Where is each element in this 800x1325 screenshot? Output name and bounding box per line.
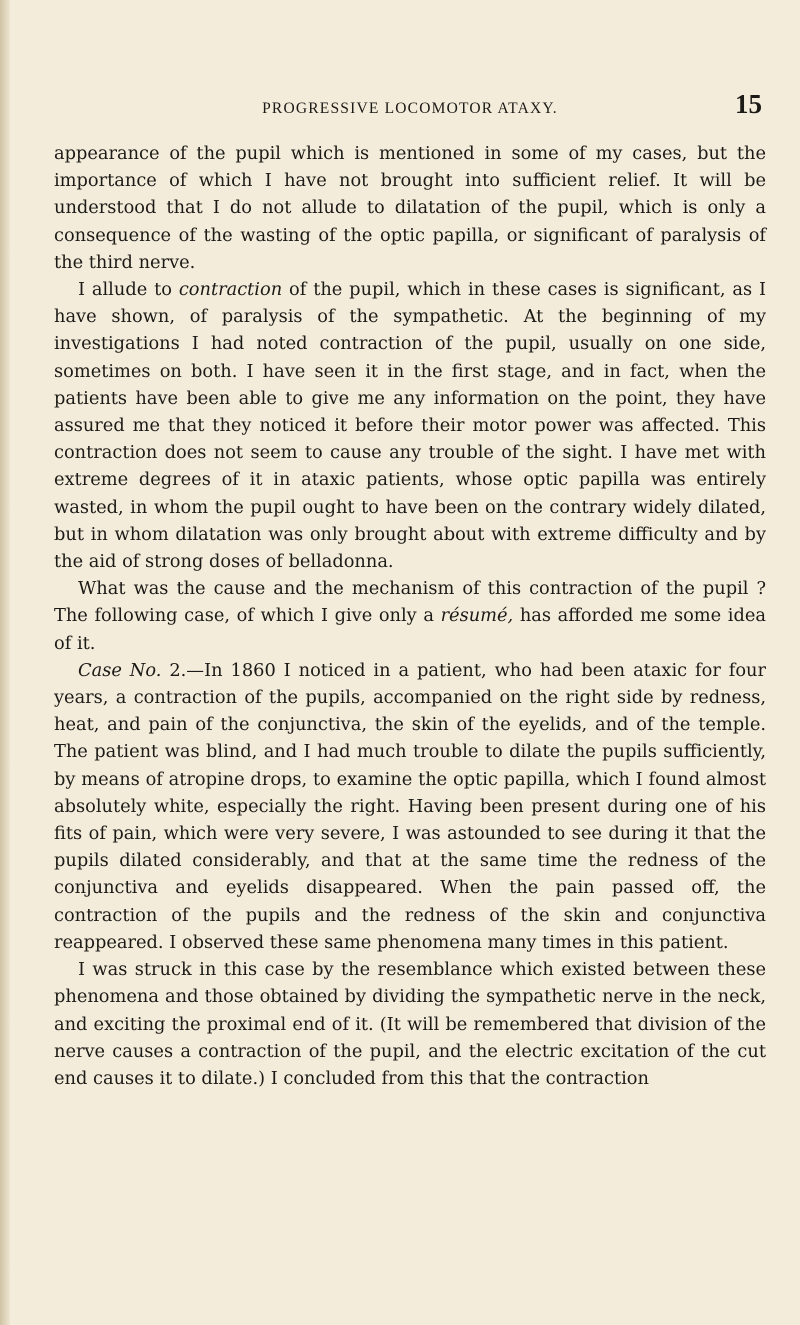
paragraph-2 (54, 276, 766, 575)
page-header (54, 86, 766, 122)
paragraph-3 (54, 575, 766, 657)
paragraph-4-text: 2.—In 1860 I noticed in a patient, who had been ataxic for four years, a contraction of the pupils, accompanied on the right side by redness, heat, and pain of the conjunctiva, the skin of the eyelids, and of the temple. The patient was blind, and I had much trouble to dilate the pupils sufficiently, by means of atropine drops, to examine the optic papilla, which I found almost absolutely white, especially the right. Having been present during one of his fits of pain, which were very severe, I was astounded to see during it that the pupils dilated considerably, and that at the same time the redness of the conjunctiva and eyelids disappeared. When the pain passed off, the contraction of the pupils and the redness of the skin and conjunctiva reappeared. I observed these same phenomena many times in this patient. (54, 659, 766, 953)
paragraph-2-emphasis: contraction (178, 279, 283, 301)
paragraph-3-text: What was the cause and the mechanism of this contraction of the pupil ? The following case, of which I give only a (54, 578, 766, 627)
paragraph-4 (54, 657, 766, 956)
page-number: 15 (735, 89, 762, 119)
case-label: Case No. (78, 659, 162, 681)
body-text (54, 140, 766, 1092)
book-page (54, 86, 766, 1092)
running-title: PROGRESSIVE LOCOMOTOR ATAXY. (262, 100, 558, 117)
paragraph-5-text: I was struck in this case by the resemblance which existed between these phenomena and those obtained by dividing the sympathetic nerve in the neck, and exciting the proximal end of it. (It will be remembered that division of the nerve causes a contraction of the pupil, and the electric excitation of the cut end causes it to dilate.) I concluded from this that the contraction (54, 959, 766, 1089)
paragraph-3-tail: has afforded me some idea of it. (54, 605, 766, 654)
paragraph-3-emphasis: résumé, (440, 605, 514, 627)
page-edge-shadow (0, 0, 10, 1325)
paragraph-1 (54, 140, 766, 276)
paragraph-1-text: appearance of the pupil which is mentioned in some of my cases, but the importance of which I have not brought into sufficient relief. It will be understood that I do not allude to dilatation of the pupil, which is only a consequence of the wasting of the optic papilla, or significant of paralysis of the third nerve. (54, 143, 766, 273)
paragraph-2-lead: I allude to (78, 279, 179, 301)
paragraph-5 (54, 956, 766, 1092)
paragraph-2-text: of the pupil, which in these cases is significant, as I have shown, of paralysis of the sympathetic. At the beginning of my investigations I had noted contraction of the pupil, usually on one side, sometimes on both. I have seen it in the first stage, and in fact, when the patients have been able to give me any information on the point, they have assured me that they noticed it before their motor power was affected. This contraction does not seem to cause any trouble of the sight. I have met with extreme degrees of it in ataxic patients, whose optic papilla was entirely wasted, in whom the pupil ought to have been on the contrary widely dilated, but in whom dilatation was only brought about with extreme difficulty and by the aid of strong doses of belladonna. (54, 279, 766, 573)
